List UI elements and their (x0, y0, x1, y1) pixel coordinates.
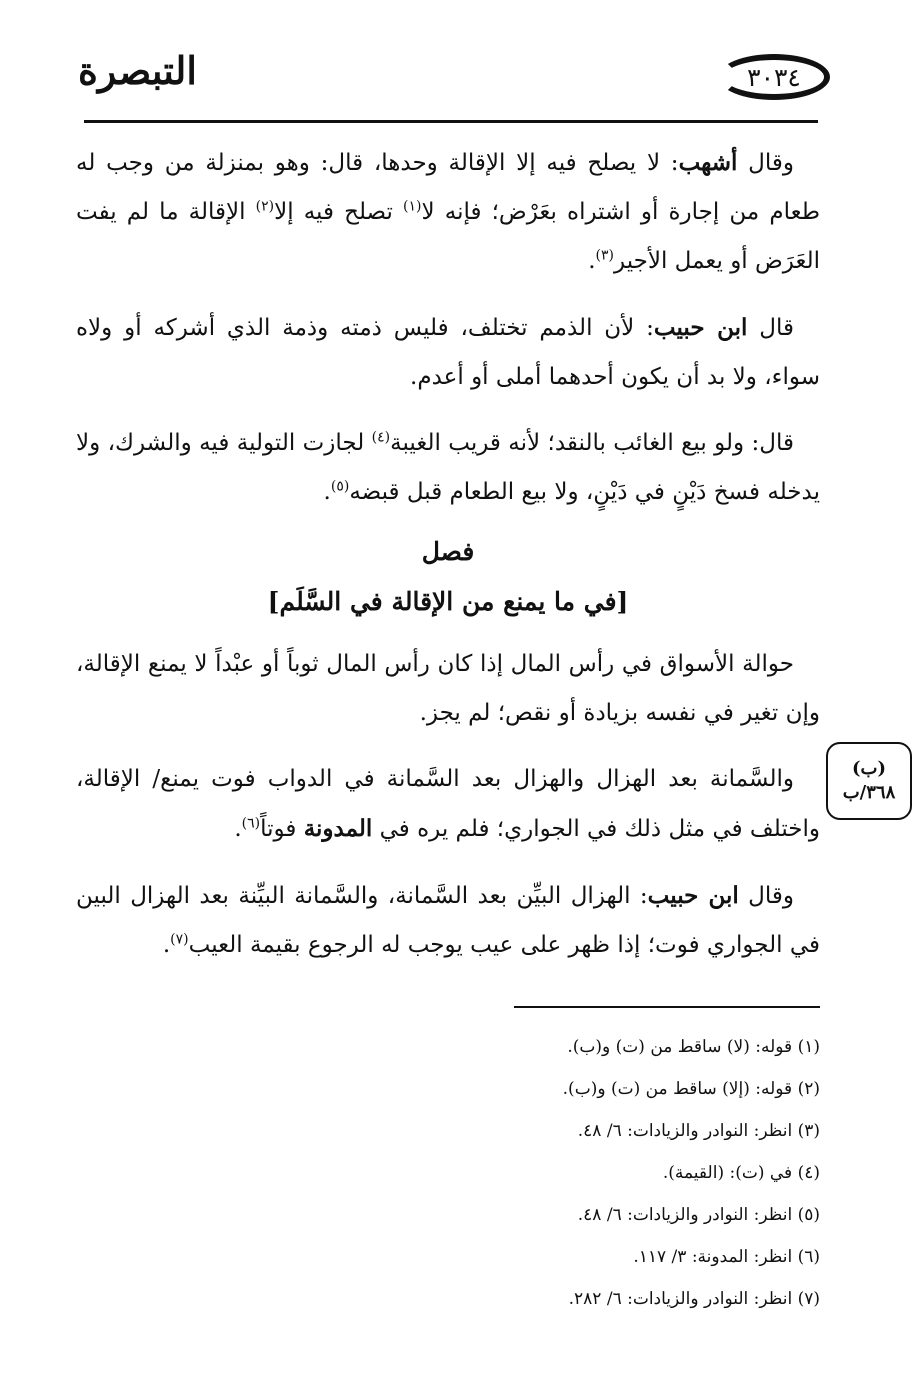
para4-text: حوالة الأسواق في رأس المال إذا كان رأس المال ثوباً أو عبْداً لا يمنع الإقالة، وإن تغير في نفسه بزيادة أو نقص؛ لم يجز. (76, 651, 820, 726)
para2-intro: قال (759, 315, 794, 341)
paragraph-3 (76, 419, 820, 517)
footnote-separator (514, 1006, 820, 1008)
page-number: ٣٠٣٤ (718, 54, 830, 100)
footnote-ref-2[interactable]: (٢) (255, 198, 275, 215)
main-text (76, 138, 820, 987)
footnote-4: (٤) في (ت): (القيمة). (662, 1163, 820, 1183)
footnote-3: (٣) انظر: النوادر والزيادات: ٦/ ٤٨. (577, 1121, 820, 1141)
scholar-name-ashhab: أشهب (678, 149, 738, 176)
paragraph-2 (76, 303, 820, 402)
scholar-name-ibn-habib-2: ابن حبيب (647, 882, 739, 909)
para1-text-b: تصلح فيه إلا (274, 199, 404, 225)
folio-note-line-1: (ب) (852, 758, 886, 779)
footnote-ref-4[interactable]: (٤) (371, 429, 391, 446)
footnote-5: (٥) انظر: النوادر والزيادات: ٦/ ٤٨. (577, 1205, 820, 1225)
manuscript-folio-note (826, 742, 912, 820)
footnote-1: (١) قوله: (لا) ساقط من (ت) و(ب). (567, 1037, 820, 1057)
source-name-mudawwana: المدونة (303, 815, 373, 842)
footnote-ref-7[interactable]: (٧) (170, 931, 189, 948)
header-rule (84, 120, 818, 123)
paragraph-1 (76, 138, 820, 286)
para5-text-a: والسَّمانة بعد الهزال والهزال بعد السَّمانة في الدواب فوت يمنع/ الإقالة، واختلف في مثل ذلك في الجواري؛ فلم يره في (76, 766, 820, 842)
para5-end: . (234, 816, 242, 842)
footnote-ref-1[interactable]: (١) (403, 198, 422, 215)
folio-note-line-2: ٣٦٨/ب (842, 782, 896, 803)
para3-text-b: لجازت التولية فيه والشرك، ولا يدخله فسخ دَيْنٍ في دَيْنٍ، ولا بيع الطعام قبل قبضه (76, 430, 820, 505)
footnote-ref-5[interactable]: (٥) (330, 478, 350, 495)
para6-text-a: : الهزال البيِّن بعد السَّمانة، والسَّمانة البيِّنة بعد الهزال البين في الجواري فوت؛ إذا ظهر على عيب يوجب له الرجوع بقيمة العيب (76, 883, 820, 958)
scholar-name-ibn-habib: ابن حبيب (653, 314, 748, 341)
paragraph-5 (76, 755, 820, 854)
para6-intro: وقال (748, 883, 794, 909)
footnote-7: (٧) انظر: النوادر والزيادات: ٦/ ٢٨٢. (568, 1289, 820, 1309)
para3-end: . (323, 479, 331, 505)
para6-end: . (162, 932, 171, 958)
section-subtitle: [في ما يمنع من الإقالة في السَّلَم] (267, 587, 629, 616)
paragraph-6 (76, 871, 820, 970)
para3-text-a: قال: ولو بيع الغائب بالنقد؛ لأنه قريب الغيبة (390, 430, 795, 456)
para1-text-c: الإقالة ما لم يفت العَرَض أو يعمل الأجير (76, 199, 820, 274)
footnote-ref-3[interactable]: (٣) (595, 247, 614, 264)
footnote-ref-6[interactable]: (٦) (241, 815, 261, 832)
para1-intro: وقال (748, 150, 794, 176)
footnotes (360, 1026, 820, 1320)
footnote-6: (٦) انظر: المدونة: ٣/ ١١٧. (633, 1247, 820, 1267)
para1-text-a: : لا يصلح فيه إلا الإقالة وحدها، قال: وهو بمنزلة من وجب له طعام من إجارة أو اشتراه بعَرْض؛ فإنه لا (76, 150, 820, 225)
paragraph-4 (76, 640, 820, 738)
footnote-2: (٢) قوله: (إلا) ساقط من (ت) و(ب). (562, 1079, 820, 1099)
section-title: فصل (421, 537, 475, 566)
para1-end: . (588, 248, 596, 274)
book-title: التبصرة (78, 48, 197, 93)
para2-text: : لأن الذمم تختلف، فليس ذمته وذمة الذي أشركه أو ولاه سواء، ولا بد أن يكون أحدهما أملى أو أعدم. (76, 315, 820, 390)
para5-text-b: فوتاً (260, 816, 304, 842)
